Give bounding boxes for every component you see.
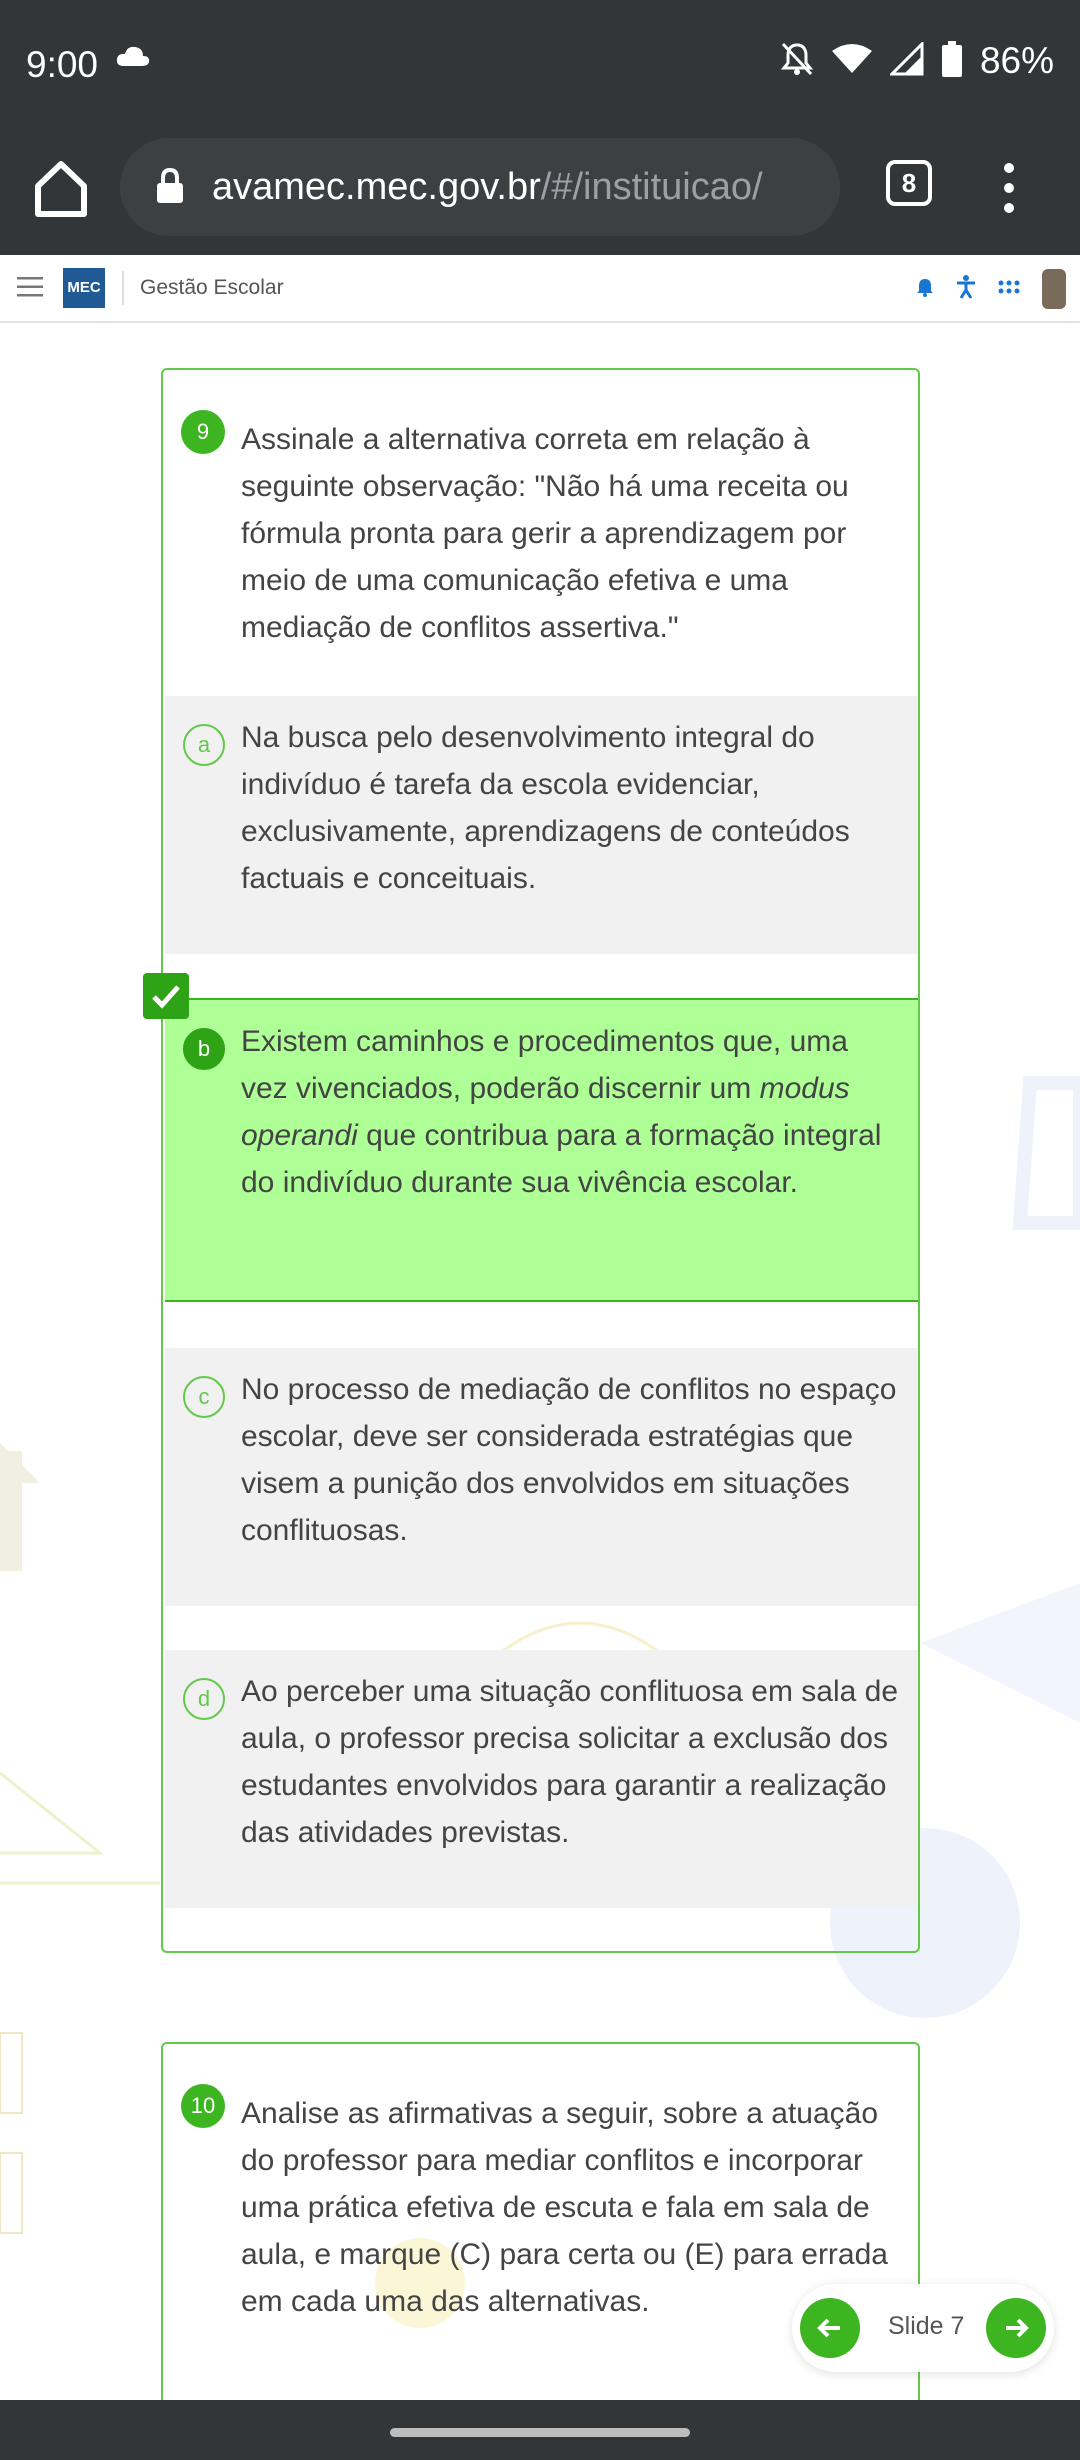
option-letter: b xyxy=(183,1028,225,1070)
option-letter: a xyxy=(183,724,225,766)
option-letter: c xyxy=(183,1376,225,1418)
app-header xyxy=(0,255,1080,323)
arrow-right-icon[interactable] xyxy=(986,2298,1046,2358)
question-text: Analise as afirmativas a seguir, sobre a atuação do professor para mediar conflitos e incorporar uma prática efetiva de escuta e fala em sala de aula, e marque (C) para certa ou (E) para errada em cada uma das alternativas. xyxy=(241,2097,888,2318)
url-path: /#/instituicao/ xyxy=(540,166,763,208)
question-number: 10 xyxy=(181,2084,225,2128)
option-b[interactable] xyxy=(165,998,918,1302)
hamburger-icon[interactable] xyxy=(17,277,43,297)
option-text: Ao perceber uma situação conflituosa em sala de aula, o professor precisa solicitar a exclusão dos estudantes envolvidos para garantir a realização das atividades previstas. xyxy=(241,1675,899,1849)
app-title: Gestão Escolar xyxy=(140,276,284,299)
option-text-part: Existem caminhos e procedimentos que, uma vez vivenciados, poderão discernir um xyxy=(241,1025,848,1105)
battery-percent: 86% xyxy=(979,40,1054,81)
option-text xyxy=(241,1018,901,1206)
option-text: Na busca pelo desenvolvimento integral do indivíduo é tarefa da escola evidenciar, exclusivamente, aprendizagens de conteúdos factuais e conceituais. xyxy=(241,721,850,895)
option-d[interactable] xyxy=(165,1650,918,1908)
question-text: Assinale a alternativa correta em relação à seguinte observação: "Não há uma receita ou fórmula pronta para gerir a aprendizagem por meio de uma comunicação efetiva e uma mediação de conflitos assertiva." xyxy=(241,423,849,644)
arrow-left-icon[interactable] xyxy=(800,2298,860,2358)
lock-icon xyxy=(156,168,184,209)
apps-icon[interactable] xyxy=(998,280,1020,299)
check-icon xyxy=(143,973,189,1019)
address-bar[interactable] xyxy=(120,138,840,236)
avatar[interactable] xyxy=(1042,269,1066,309)
slide-label: Slide 7 xyxy=(888,2312,965,2340)
url-text xyxy=(212,166,763,209)
question-card-9 xyxy=(161,368,920,1953)
option-text-italic: modus operandi xyxy=(241,1072,850,1152)
url-host: avamec.mec.gov.br xyxy=(212,166,541,208)
tabs-icon[interactable]: 8 xyxy=(886,160,932,206)
question-number: 9 xyxy=(181,410,225,454)
signal-icon xyxy=(890,42,924,81)
battery-icon xyxy=(942,41,962,82)
accessibility-icon[interactable] xyxy=(956,275,976,304)
bell-off-icon xyxy=(780,41,814,82)
system-nav-bar xyxy=(0,2400,1080,2460)
status-time: 9:00 xyxy=(26,44,99,85)
more-vert-icon[interactable] xyxy=(996,160,1022,216)
header-divider xyxy=(122,271,124,305)
header-actions xyxy=(916,269,1066,309)
option-a[interactable] xyxy=(165,696,918,954)
browser-toolbar xyxy=(0,130,1080,255)
slide-navigation xyxy=(792,2284,1054,2372)
status-bar xyxy=(0,0,1080,130)
option-letter: d xyxy=(183,1678,225,1720)
cloud-icon xyxy=(115,44,151,73)
gesture-handle[interactable] xyxy=(390,2428,690,2437)
option-c[interactable] xyxy=(165,1348,918,1606)
bell-icon[interactable] xyxy=(916,277,934,302)
option-text: No processo de mediação de conflitos no espaço escolar, deve ser considerada estratégias que visem a punição dos envolvidos em situações conflituosas. xyxy=(241,1373,897,1547)
option-text-part: que contribua para a formação integral do indivíduo durante sua vivência escolar. xyxy=(241,1119,882,1199)
home-icon[interactable] xyxy=(28,156,94,222)
mec-logo[interactable]: MEC xyxy=(63,268,105,308)
wifi-icon xyxy=(832,43,872,80)
